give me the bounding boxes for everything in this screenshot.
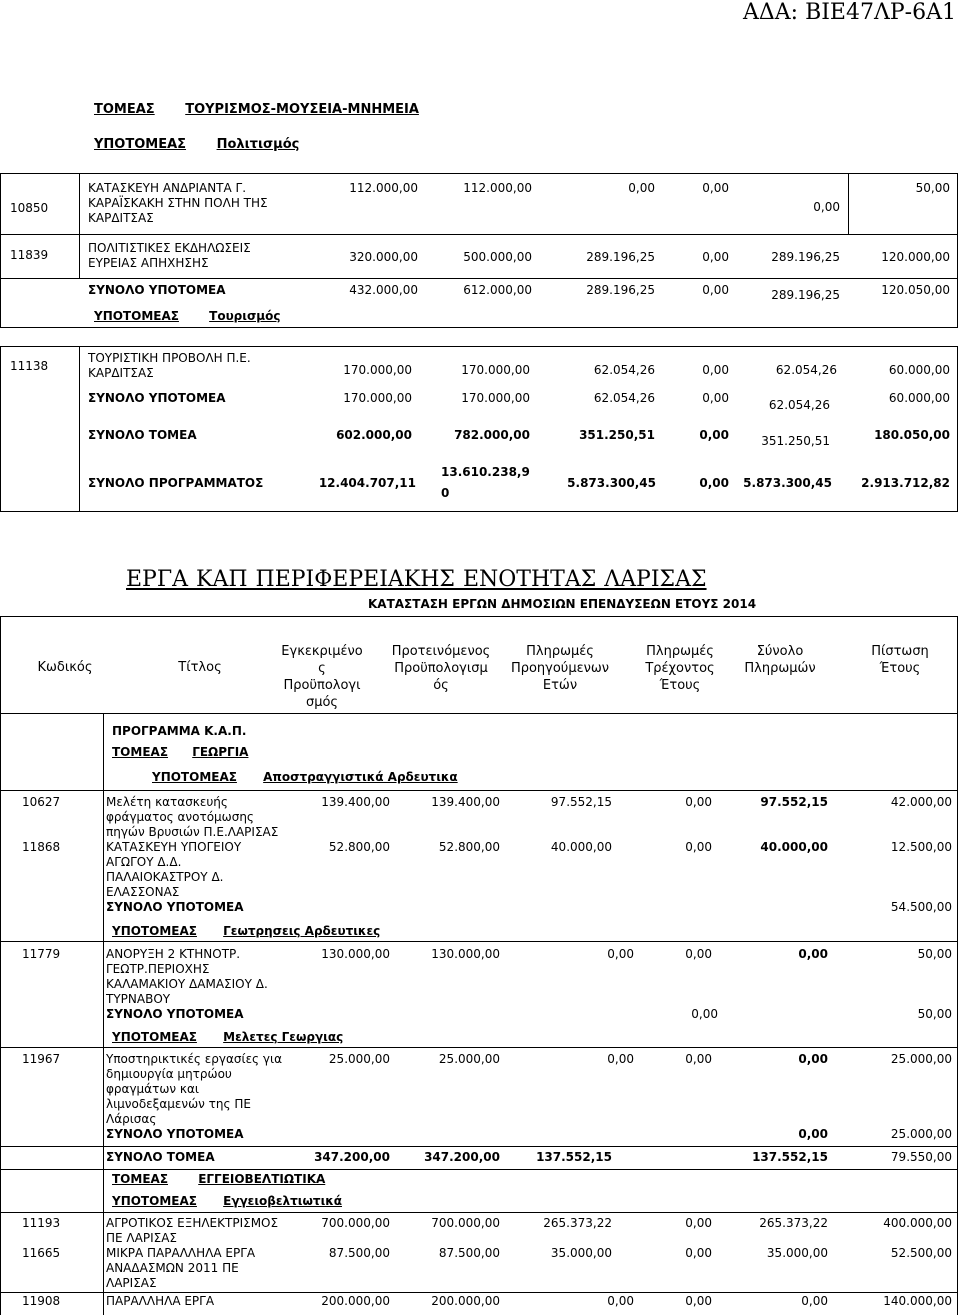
cell-v6: 60.000,00 [888,363,950,377]
cell-v2: 700.000,00 [431,1216,500,1230]
col-curr-line3: Έτους [659,678,701,693]
cell-v5: 351.250,51 [761,434,830,448]
ypotomeas-line [94,137,299,152]
cell-v5: 289.196,25 [771,250,840,264]
cell-v6: 120.050,00 [881,283,950,297]
cell-v5: 0,00 [813,200,840,214]
cell-v5: 0,00 [798,1127,828,1141]
total-program-row [0,460,958,512]
tomeas-label: ΤΟΜΕΑΣ [112,745,169,759]
subtotal-label: ΣΥΝΟΛΟ ΥΠΟΤΟΜΕΑ [106,1127,244,1141]
ypotomeas2-label: ΥΠΟΤΟΜΕΑΣ [94,309,179,323]
cell-v2: 347.200,00 [424,1150,500,1164]
cell-v4: 0,00 [702,391,729,405]
cell-v3: 265.373,22 [543,1216,612,1230]
table-row [0,1216,958,1246]
cell-v3: 0,00 [607,1294,634,1308]
ypotomeas-label: ΥΠΟΤΟΜΕΑΣ [152,770,237,784]
cell-v1: 52.800,00 [328,840,390,854]
cell-v3: 0,00 [607,947,634,961]
cell-v3: 62.054,26 [593,363,655,377]
table-row [0,1052,958,1127]
subtotal-row [0,386,958,421]
col-approved-line1: Εγκεκριμένο [281,644,363,659]
cell-v3: 97.552,15 [550,795,612,809]
ypotomeas2-value: Τουρισμός [209,309,281,323]
cell-v4: 0,00 [702,250,729,264]
table-row [0,840,958,900]
cell-v5: 0,00 [798,947,828,961]
ypotomeas-line [112,924,380,938]
total-label: ΣΥΝΟΛΟ ΤΟΜΕΑ [106,1150,215,1164]
col-curr-line1: Πληρωμές [646,644,714,659]
col-approved-line4: σμός [305,695,339,710]
col-proposed [382,643,500,694]
cell-v2: 52.800,00 [438,840,500,854]
cell-v5: 5.873.300,45 [743,476,832,490]
cell-v4: 0,00 [685,1216,712,1230]
cell-v4: 0,00 [699,476,729,490]
sub-title: ΚΑΤΑΣΤΑΣΗ ΕΡΓΩΝ ΔΗΜΟΣΙΩΝ ΕΠΕΝΔΥΣΕΩΝ ΕΤΟΥΣ 2014 [368,597,757,611]
cell-v1: 200.000,00 [321,1294,390,1308]
cell-v1: 347.200,00 [314,1150,390,1164]
cell-v3: 289.196,25 [586,283,655,297]
ypotomeas-label: ΥΠΟΤΟΜΕΑΣ [112,924,197,938]
col-code: Κωδικός [37,660,93,675]
cell-v2: 170.000,00 [461,363,530,377]
cell-v2: 200.000,00 [431,1294,500,1308]
cell-v2: 170.000,00 [461,391,530,405]
col-title: Τίτλος [178,660,222,675]
tomeas-line [112,1172,325,1186]
cell-v4: 0,00 [699,428,729,442]
main-title: ΕΡΓΑ ΚΑΠ ΠΕΡΙΦΕΡΕΙΑΚΗΣ ΕΝΟΤΗΤΑΣ ΛΑΡΙΣΑΣ [126,567,707,592]
cell-v3: 40.000,00 [550,840,612,854]
col-total-line2: Πληρωμών [744,661,816,676]
cell-v6: 52.500,00 [890,1246,952,1260]
document-code: ΑΔΑ: ΒΙΕ47ΛΡ-6Α1 [743,0,956,25]
row-code: 11908 [22,1294,61,1308]
tomeas-label: ΤΟΜΕΑΣ [112,1172,169,1186]
ypotomeas-line [112,1194,342,1208]
ypotomeas-label: ΥΠΟΤΟΜΕΑΣ [112,1030,197,1044]
cell-v6: 400.000,00 [883,1216,952,1230]
cell-v3: 0,00 [607,1052,634,1066]
cell-v2: 500.000,00 [463,250,532,264]
table-row [0,1294,958,1314]
row-title: ΚΑΤΑΣΚΕΥΗ ΑΝΔΡΙΑΝΤΑ Γ. ΚΑΡΑΪΣΚΑΚΗ ΣΤΗΝ ΠΟΛΗ ΤΗΣ ΚΑΡΔΙΤΣΑΣ [88,181,268,225]
row-title: ΑΝΟΡΥΞΗ 2 ΚΤΗΝΟΤΡ. ΓΕΩΤΡ.ΠΕΡΙΟΧΗΣ ΚΑΛΑΜΑΚΙΟΥ ΔΑΜΑΣΙΟΥ Δ. ΤΥΡΝΑΒΟΥ [106,947,268,1006]
tomeas-value: ΤΟΥΡΙΣΜΟΣ-ΜΟΥΣΕΙΑ-ΜΝΗΜΕΙΑ [185,102,419,117]
row-code: 11967 [22,1052,61,1066]
cell-v3: 5.873.300,45 [567,476,656,490]
cell-v6: 140.000,00 [883,1294,952,1308]
cell-v6: 2.913.712,82 [861,476,950,490]
cell-v2: 25.000,00 [438,1052,500,1066]
row-code: 11138 [10,359,49,373]
row-title: ΠΟΛΙΤΙΣΤΙΚΕΣ ΕΚΔΗΛΩΣΕΙΣ ΕΥΡΕΙΑΣ ΑΠΗΧΗΣΗΣ [88,241,251,270]
cell-v1: 130.000,00 [321,947,390,961]
table-row [0,795,958,840]
cell-v5: 40.000,00 [760,840,828,854]
subtotal-row [0,1007,958,1025]
cell-v2: 130.000,00 [431,947,500,961]
subtotal-label: ΣΥΝΟΛΟ ΥΠΟΤΟΜΕΑ [106,900,244,914]
cell-v6: 12.500,00 [890,840,952,854]
tomeas-line [94,102,419,117]
col-approved-line2: ς [318,661,326,676]
cell-v2: 13.610.238,9 [441,465,530,479]
tomeas-line [112,745,248,759]
total-label: ΣΥΝΟΛΟ ΠΡΟΓΡΑΜΜΑΤΟΣ [88,476,264,490]
cell-v3: 351.250,51 [579,428,655,442]
table-row [0,173,958,234]
row-code: 11665 [22,1246,61,1260]
cell-v6: 79.550,00 [890,1150,952,1164]
cell-v3: 0,00 [628,181,655,195]
col-prev-line3: Ετών [542,678,578,693]
row-title: ΑΓΡΟΤΙΚΟΣ ΕΞΗΛΕΚΤΡΙΣΜΟΣ ΠΕ ΛΑΡΙΣΑΣ [106,1216,279,1245]
col-prev-line2: Προηγούμενων [510,661,610,676]
col-approved [272,643,372,711]
cell-v2: 782.000,00 [454,428,530,442]
cell-v3: 35.000,00 [550,1246,612,1260]
row-code: 11839 [10,248,49,262]
row-title: ΚΑΤΑΣΚΕΥΗ ΥΠΟΓΕΙΟΥ ΑΓΩΓΟΥ Δ.Δ. ΠΑΛΑΙΟΚΑΣΤΡΟΥ Δ. ΕΛΑΣΣΟΝΑΣ [106,840,242,899]
cell-v6: 50,00 [915,181,950,195]
ypotomeas-label: ΥΠΟΤΟΜΕΑΣ [112,1194,197,1208]
cell-v1: 320.000,00 [349,250,418,264]
tomeas-label: ΤΟΜΕΑΣ [94,102,155,117]
col-proposed-line2: Προϋπολογισμ [394,661,488,676]
row-code: 11779 [22,947,61,961]
table-row [0,947,958,1007]
cell-v6: 50,00 [917,1007,952,1021]
cell-v5: 62.054,26 [775,363,837,377]
table-row [0,346,958,386]
subtotal-row [0,1127,958,1145]
row-title: Υποστηρικτικές εργασίες για δημιουργία μητρώου φραγμάτων και λιμνοδεξαμενών της ΠΕ Λάρισας [106,1052,282,1126]
cell-v1: 87.500,00 [328,1246,390,1260]
col-proposed-line3: ός [433,678,449,693]
col-curr-payments [625,643,735,694]
program-label: ΠΡΟΓΡΑΜΜΑ Κ.Α.Π. [112,724,247,738]
row-code: 10850 [10,201,49,215]
cell-v3: 137.552,15 [536,1150,612,1164]
row-title: ΤΟΥΡΙΣΤΙΚΗ ΠΡΟΒΟΛΗ Π.Ε. ΚΑΡΔΙΤΣΑΣ [88,351,251,380]
col-prev-line1: Πληρωμές [526,644,594,659]
cell-v2: 87.500,00 [438,1246,500,1260]
cell-v4: 0,00 [685,840,712,854]
row-code: 11193 [22,1216,61,1230]
row-title: ΜΙΚΡΑ ΠΑΡΑΛΛΗΛΑ ΕΡΓΑ ΑΝΑΔΑΣΜΩΝ 2011 ΠΕ ΛΑΡΙΣΑΣ [106,1246,256,1290]
total-label: ΣΥΝΟΛΟ ΤΟΜΕΑ [88,428,197,442]
cell-v4: 0,00 [685,795,712,809]
col-curr-line2: Τρέχοντος [645,661,715,676]
cell-v1: 25.000,00 [328,1052,390,1066]
cell-v1: 432.000,00 [349,283,418,297]
col-credit-line1: Πίστωση [871,644,929,659]
subtotal-row [0,900,958,918]
cell-v5: 62.054,26 [768,398,830,412]
subtotal-row [0,278,958,328]
cell-v4: 0,00 [685,1294,712,1308]
cell-v4: 0,00 [702,181,729,195]
cell-v5: 35.000,00 [766,1246,828,1260]
ypotomeas2-line [94,309,280,323]
cell-v5: 0,00 [801,1294,828,1308]
cell-v3: 289.196,25 [586,250,655,264]
row-title: ΠΑΡΑΛΛΗΛΑ ΕΡΓΑ [106,1294,215,1308]
cell-v3: 62.054,26 [593,391,655,405]
cell-v6: 25.000,00 [890,1127,952,1141]
ypotomeas-value: Αποστραγγιστικά Αρδευτικα [263,770,458,784]
tomeas-value: ΓΕΩΡΓΙΑ [192,745,249,759]
cell-v1: 700.000,00 [321,1216,390,1230]
cell-v2: 139.400,00 [431,795,500,809]
cell-v1: 170.000,00 [343,363,412,377]
cell-v5: 289.196,25 [771,288,840,302]
cell-v6: 60.000,00 [888,391,950,405]
cell-v1: 112.000,00 [349,181,418,195]
cell-v1: 12.404.707,11 [318,476,416,490]
cell-v5: 265.373,22 [759,1216,828,1230]
ypotomeas-label: ΥΠΟΤΟΜΕΑΣ [94,137,187,152]
ypotomeas-line [112,1030,343,1044]
col-approved-line3: Προϋπολογι [283,678,361,693]
cell-v1: 602.000,00 [336,428,412,442]
cell-v4: 0,00 [702,283,729,297]
table-row [0,1246,958,1291]
cell-v5: 97.552,15 [760,795,828,809]
ypotomeas-line [152,770,458,784]
total-tomea-row [0,1150,958,1168]
ypotomeas-value: Εγγειοβελτιωτικά [223,1194,343,1208]
cell-v6: 42.000,00 [890,795,952,809]
col-proposed-line1: Προτεινόμενος [391,644,491,659]
subtotal-label: ΣΥΝΟΛΟ ΥΠΟΤΟΜΕΑ [106,1007,244,1021]
cell-v1: 139.400,00 [321,795,390,809]
table-row [0,234,958,278]
row-code: 11868 [22,840,61,854]
col-prev-payments [500,643,620,694]
cell-v4: 0,00 [702,363,729,377]
cell-v5: 137.552,15 [752,1150,828,1164]
cell-v6: 54.500,00 [890,900,952,914]
ypotomeas-value: Πολιτισμός [216,137,300,152]
cell-v2-cont: 0 [441,486,450,500]
total-tomea-row [0,421,958,456]
ypotomeas-value: Γεωτρησεις Αρδευτικες [223,924,381,938]
cell-v2: 112.000,00 [463,181,532,195]
cell-v4: 0,00 [685,947,712,961]
col-total-line1: Σύνολο [756,644,804,659]
ypotomeas-value: Μελετες Γεωργιας [223,1030,344,1044]
cell-v5: 0,00 [691,1007,718,1021]
row-code: 10627 [22,795,61,809]
cell-v4: 0,00 [685,1052,712,1066]
col-credit [845,643,955,677]
cell-v6: 25.000,00 [890,1052,952,1066]
cell-v6: 120.000,00 [881,250,950,264]
cell-v1: 170.000,00 [343,391,412,405]
subtotal-label: ΣΥΝΟΛΟ ΥΠΟΤΟΜΕΑ [88,391,226,405]
cell-v5: 0,00 [798,1052,828,1066]
tomeas-value: ΕΓΓΕΙΟΒΕΛΤΙΩΤΙΚΑ [198,1172,326,1186]
col-credit-line2: Έτους [879,661,921,676]
cell-v6: 180.050,00 [874,428,950,442]
cell-v4: 0,00 [685,1246,712,1260]
row-title: Μελέτη κατασκευής φράγματος ανοτόμωσης πηγών Βρυσιών Π.Ε.ΛΑΡΙΣΑΣ [106,795,279,839]
cell-v2: 612.000,00 [463,283,532,297]
cell-v6: 50,00 [917,947,952,961]
col-total-payments [730,643,830,677]
subtotal-label: ΣΥΝΟΛΟ ΥΠΟΤΟΜΕΑ [88,283,226,297]
